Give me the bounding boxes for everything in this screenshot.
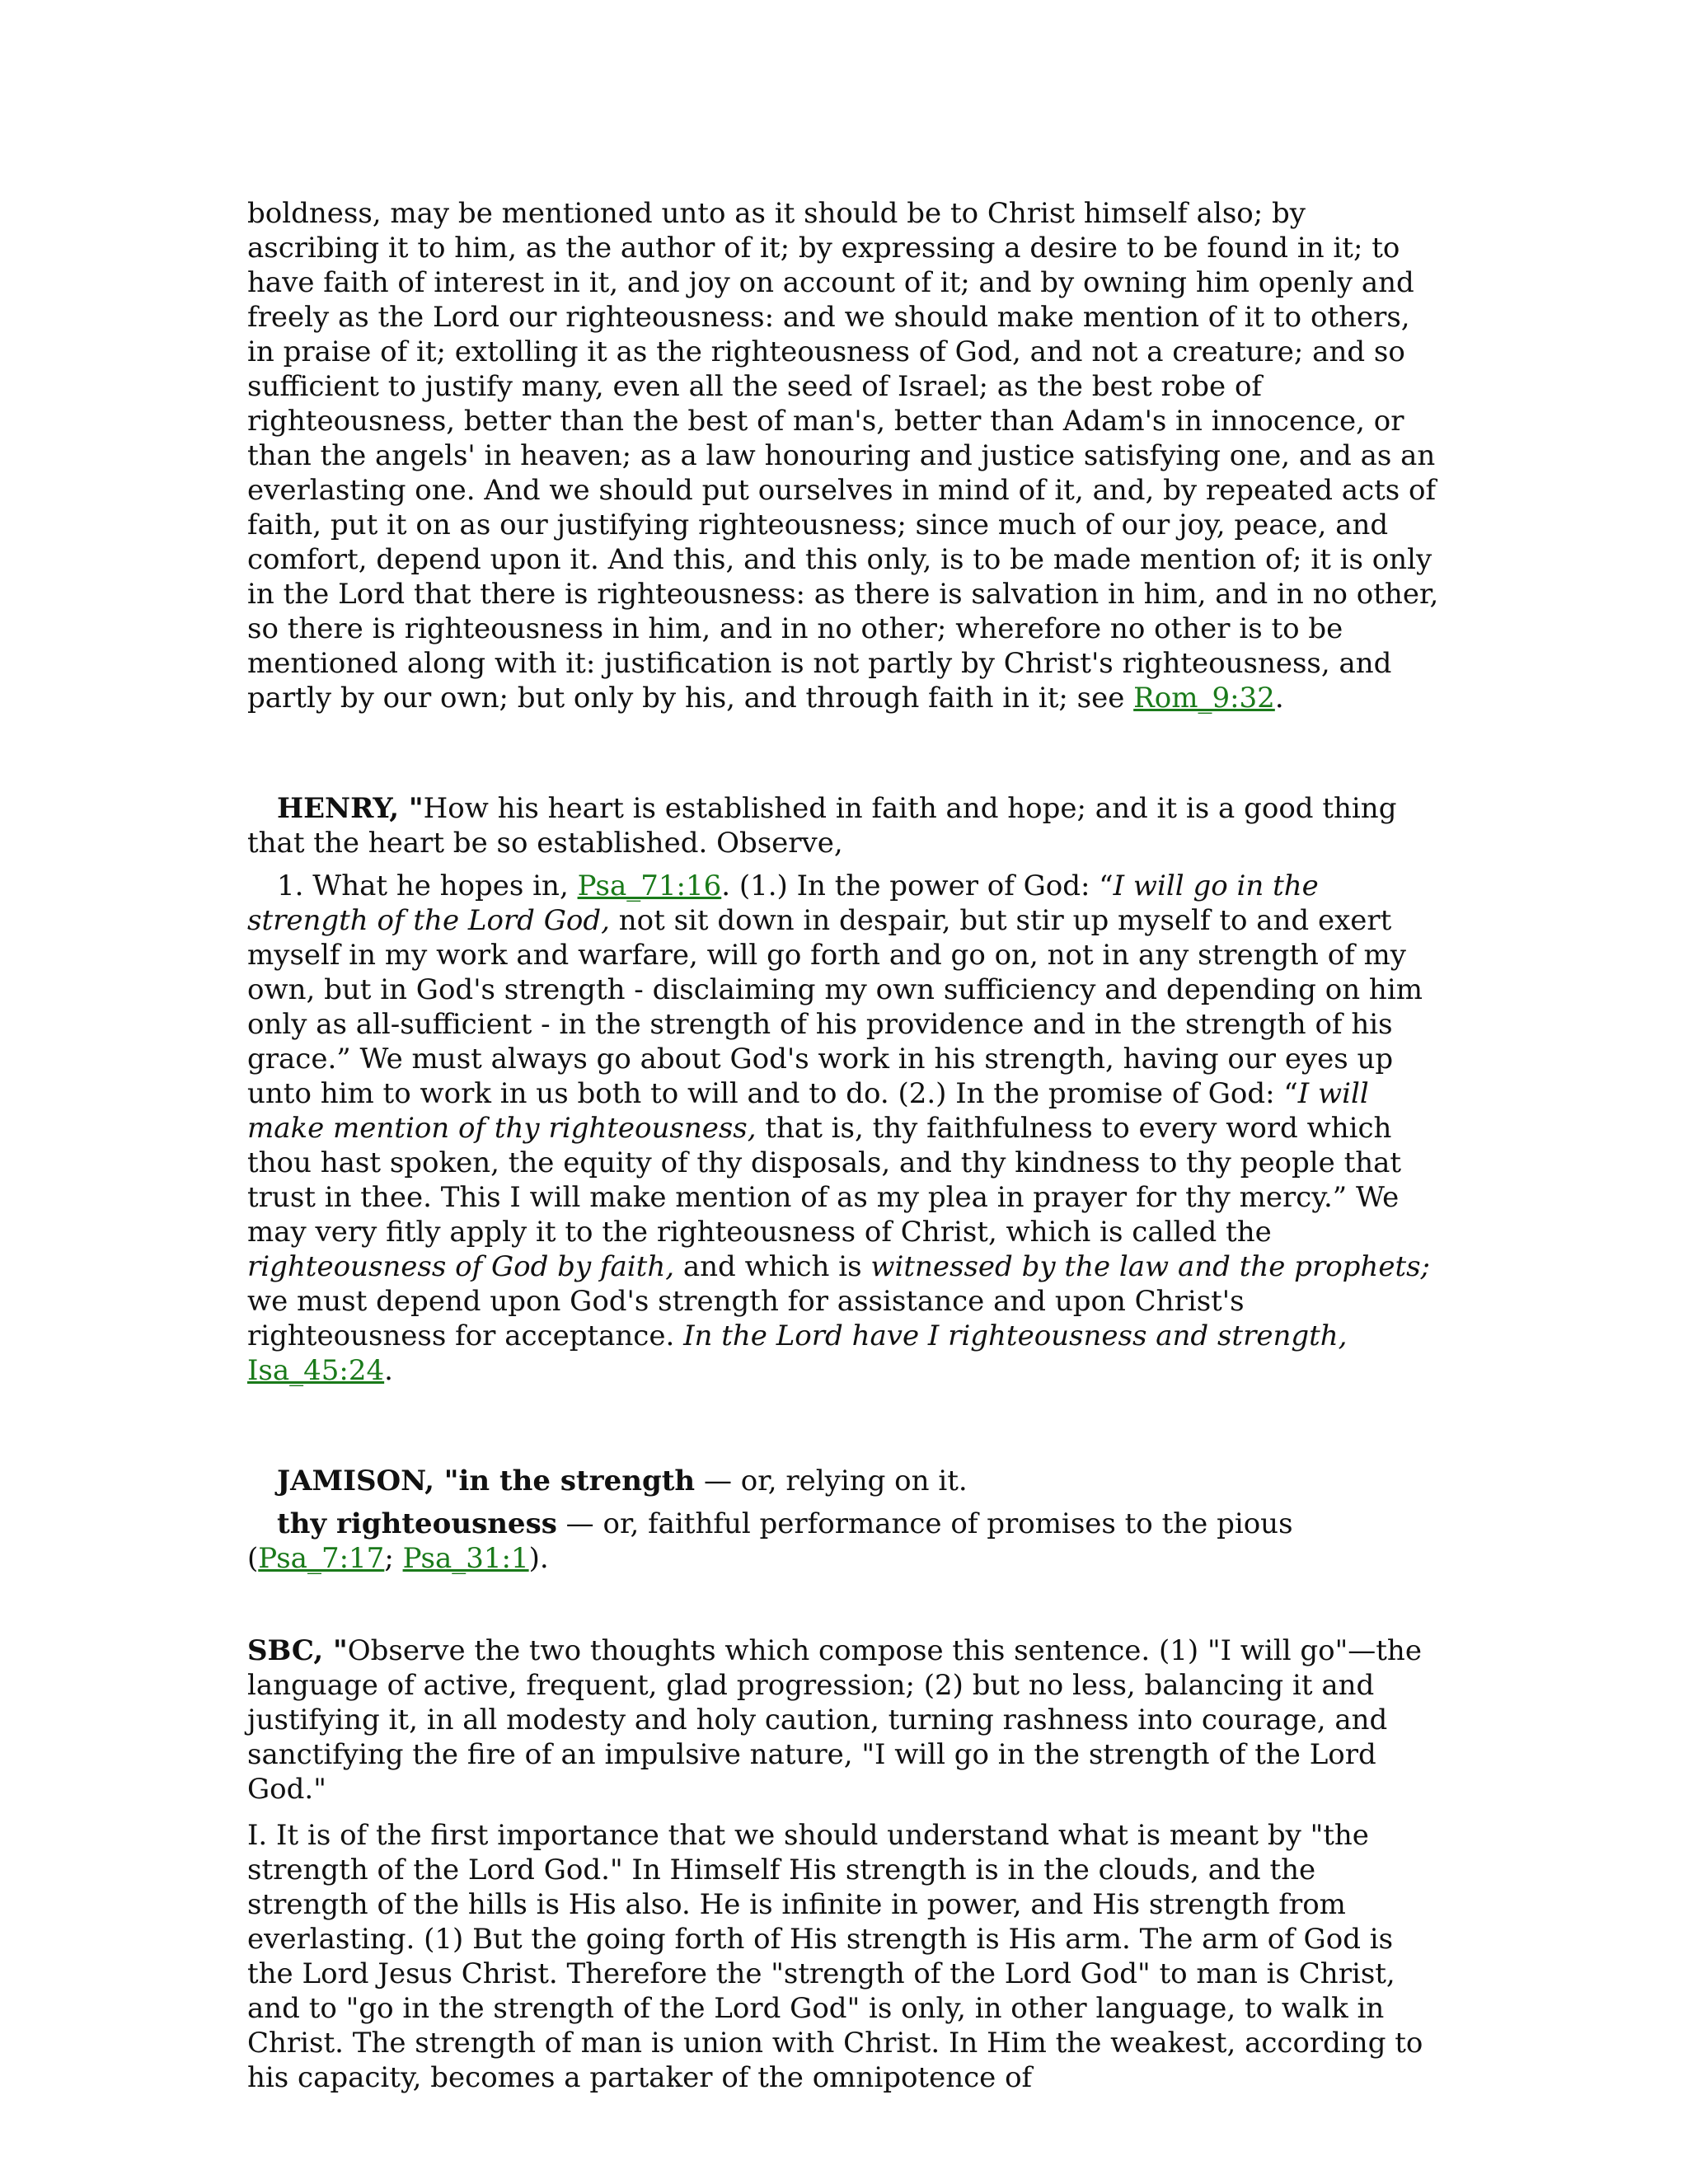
henry-intro [247, 791, 1441, 860]
commentary-page [247, 196, 1441, 2095]
section-spacer [247, 1388, 1441, 1464]
gill-end: . [1274, 682, 1284, 715]
jamison-entry-1 [247, 1464, 1441, 1498]
jamison-end: ). [528, 1542, 549, 1575]
section-spacer [247, 715, 1441, 791]
sbc-label: SBC, " [247, 1634, 348, 1667]
jamison-label: JAMISON, " [277, 1465, 459, 1497]
henry-text: and which is [674, 1250, 871, 1283]
henry-label: HENRY, " [277, 792, 424, 825]
henry-intro-text: How his heart is established in faith and hope; and it is a good thing that the heart be so established. Observe, [247, 792, 1397, 860]
paragraph-spacer [247, 860, 1441, 869]
jamison-term: thy righteousness [277, 1507, 557, 1540]
henry-text: 1. What he hopes in, [277, 869, 578, 902]
jamison-entry-2 [247, 1507, 1441, 1576]
henry-text: we must depend upon God's strength for assistance and upon Christ's righteousness for acceptance. [247, 1285, 1245, 1352]
jamison-definition: — or, relying on it. [695, 1465, 968, 1497]
link-isa-45-24[interactable]: Isa_45:24 [247, 1354, 385, 1387]
jamison-separator: ; [384, 1542, 403, 1575]
link-psa-7-17[interactable]: Psa_7:17 [258, 1542, 385, 1575]
link-psa-71-16[interactable]: Psa_71:16 [577, 869, 722, 902]
link-psa-31-1[interactable]: Psa_31:1 [402, 1542, 529, 1575]
henry-text: not sit down in despair, but stir up myself to and exert myself in my work and warfare, will go forth and go on, not in any strength of my own, but in God's strength - disclaiming my own sufficiency and depending on him only as all-sufficient - in the strength of his providence and in the strength of his grace.” We must always go about God's work in his strength, having our eyes up unto him to work in us both to will and to do. (2.) In the promise of God: “ [247, 904, 1423, 1110]
link-rom-9-32[interactable]: Rom_9:32 [1133, 682, 1275, 715]
jamison-term: in the strength [458, 1465, 696, 1497]
henry-italic: witnessed by the law and the prophets; [870, 1250, 1431, 1283]
henry-point-1 [247, 869, 1441, 1388]
sbc-paragraph-1 [247, 1633, 1441, 1807]
henry-italic: I will go in the strength of the Lord God, [247, 869, 1319, 937]
paragraph-spacer [247, 1498, 1441, 1507]
henry-italic: I will make mention of thy righteousness, [247, 1077, 1369, 1145]
section-spacer [247, 1576, 1441, 1633]
henry-text: . [384, 1354, 393, 1387]
sbc-text: Observe the two thoughts which compose this sentence. (1) "I will go"—the language of active, frequent, glad progression; (2) but no less, balancing it and justifying it, in all modesty and holy caution, turning rashness into courage, and sanctifying the fire of an impulsive nature, "I will go in the strength of the Lord God." [247, 1634, 1422, 1806]
henry-text: . (1.) In the power of God: “ [721, 869, 1114, 902]
henry-italic: In the Lord have I righteousness and strength, [683, 1319, 1348, 1352]
sbc-paragraph-2: I. It is of the first importance that we should understand what is meant by "the strength of the Lord God." In Himself His strength is in the clouds, and the strength of the hills is His also. He is infinite in power, and His strength from everlasting. (1) But the going forth of His strength is His arm. The arm of God is the Lord Jesus Christ. Therefore the "strength of the Lord God" to man is Christ, and to "go in the strength of the Lord God" is only, in other language, to walk in Christ. The strength of man is union with Christ. In Him the weakest, according to his capacity, becomes a partaker of the omnipotence of [247, 1819, 1423, 2094]
jamison-definition: — or, faithful performance of promises to the pious ( [247, 1507, 1293, 1575]
gill-paragraph [247, 196, 1441, 715]
henry-text: that is, thy faithfulness to every word which thou hast spoken, the equity of thy disposals, and thy kindness to thy people that trust in thee. This I will make mention of as my plea in prayer for thy mercy.” We may very fitly apply it to the righteousness of Christ, which is called the [247, 1112, 1402, 1249]
henry-italic: righteousness of God by faith, [247, 1250, 675, 1283]
gill-text: boldness, may be mentioned unto as it should be to Christ himself also; by ascribing it to him, as the author of it; by expressing a desire to be found in it; to have faith of interest in it, and joy on account of it; and by owning him openly and freely as the Lord our righteousness: and we should make mention of it to others, in praise of it; extolling it as the righteousness of God, and not a creature; and so sufficient to justify many, even all the seed of Israel; as the best robe of righteousness, better than the best of man's, better than Adam's in innocence, or than the angels' in heaven; as a law honouring and justice satisfying one, and as an everlasting one. And we should put ourselves in mind of it, and, by repeated acts of faith, put it on as our justifying righteousness; since much of our joy, peace, and comfort, depend upon it. And this, and this only, is to be made mention of; it is only in the Lord that there is righteousness: as there is salvation in him, and in no other, so there is righteousness in him, and in no other; wherefore no other is to be mentioned along with it: justification is not partly by Christ's righteousness, and partly by our own; but only by his, and through faith in it; see [247, 197, 1439, 715]
paragraph-spacer [247, 1807, 1441, 1818]
